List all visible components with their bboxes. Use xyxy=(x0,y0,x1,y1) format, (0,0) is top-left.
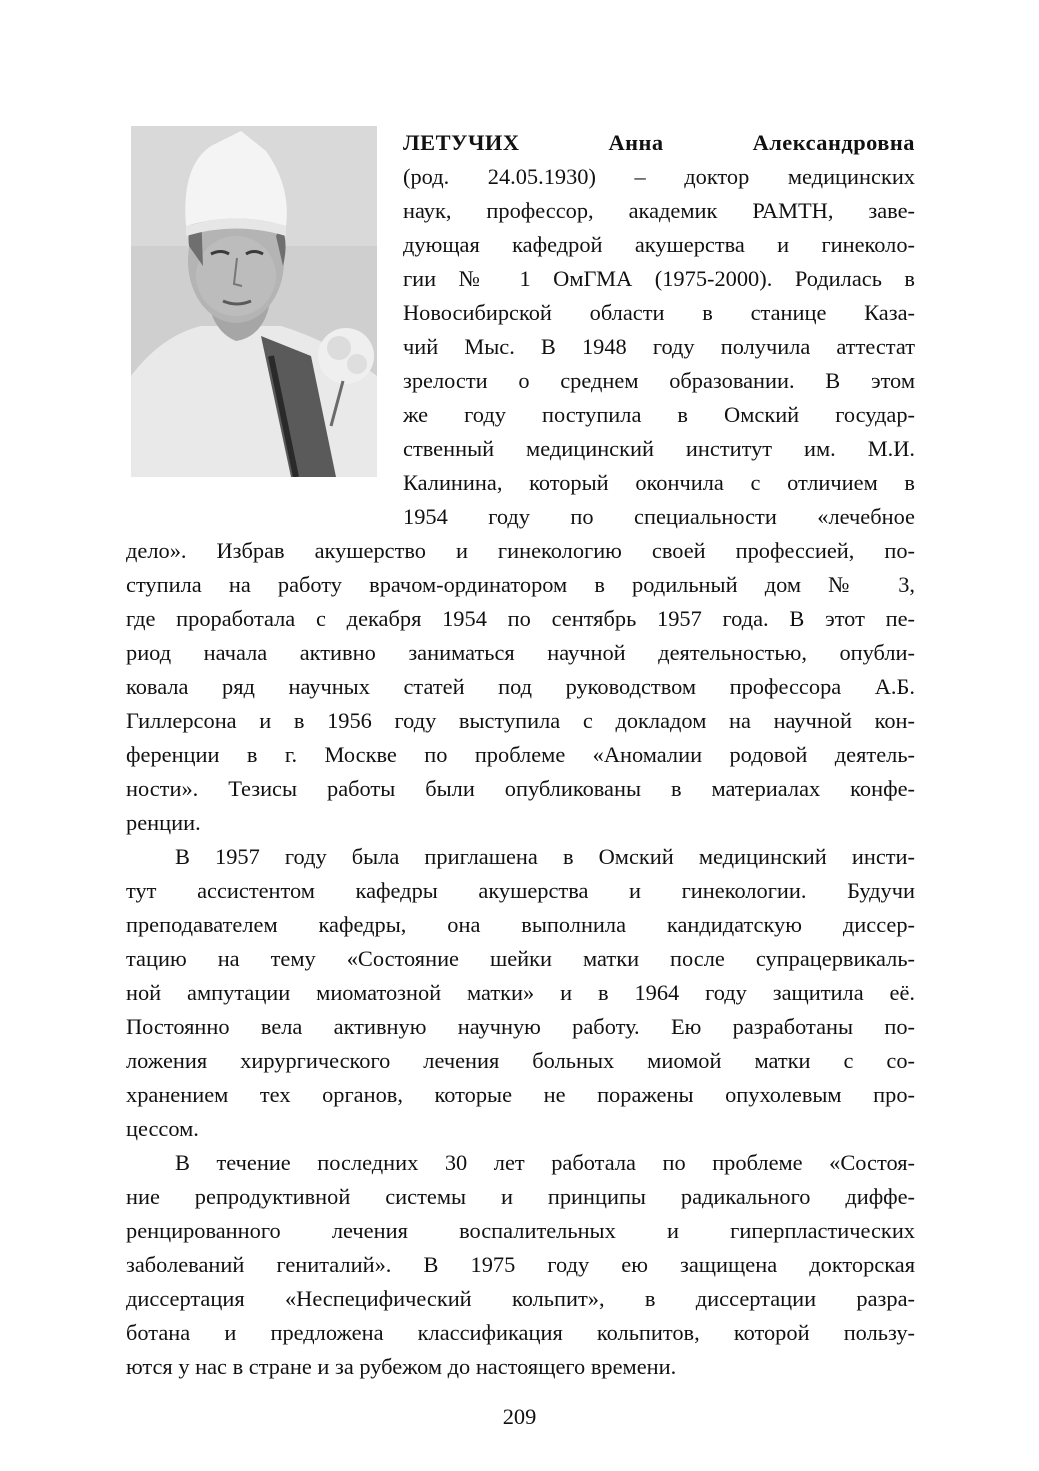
text-line: диссертация «Неспецифический кольпит», в диссертации разра- xyxy=(126,1286,915,1311)
text-line: Калинина, который окончила с отличием в xyxy=(403,470,915,495)
person-surname: ЛЕТУЧИХ xyxy=(403,130,520,155)
person-first-name: Анна xyxy=(608,130,664,155)
text-line: заболеваний гениталий». В 1975 году ею защищена докторская xyxy=(126,1252,915,1277)
text-line: В течение последних 30 лет работала по проблеме «Состоя- xyxy=(175,1150,915,1175)
text-line: Гиллерсона и в 1956 году выступила с докладом на научной кон- xyxy=(126,708,915,733)
text-line: ренцированного лечения воспалительных и гиперпластических xyxy=(126,1218,915,1243)
text-line: (род. 24.05.1930) – доктор медицинских xyxy=(403,164,915,189)
text-line: наук, профессор, академик РАМТН, заве- xyxy=(403,198,915,223)
person-patronymic: Александровна xyxy=(752,130,915,155)
text-line: ренции. xyxy=(126,810,201,835)
text-line: дело». Избрав акушерство и гинекологию своей профессией, по- xyxy=(126,538,915,563)
text-line: тацию на тему «Состояние шейки матки после супрацервикаль- xyxy=(126,946,915,971)
text-line: В 1957 году была приглашена в Омский медицинский инсти- xyxy=(175,844,915,869)
text-line: ние репродуктивной системы и принципы радикального диффе- xyxy=(126,1184,915,1209)
text-line: зрелости о среднем образовании. В этом xyxy=(403,368,915,393)
text-line: чий Мыс. В 1948 году получила аттестат xyxy=(403,334,915,359)
text-line: риод начала активно заниматься научной деятельностью, опубли- xyxy=(126,640,915,665)
text-line: ности». Тезисы работы были опубликованы в материалах конфе- xyxy=(126,776,915,801)
text-line: ференции в г. Москве по проблеме «Аномалии родовой деятель- xyxy=(126,742,915,767)
text-line: ложения хирургического лечения больных миомой матки с со- xyxy=(126,1048,915,1073)
text-line: Новосибирской области в станице Каза- xyxy=(403,300,915,325)
text-line: преподавателем кафедры, она выполнила кандидатскую диссер- xyxy=(126,912,915,937)
text-line: ственный медицинский институт им. М.И. xyxy=(403,436,915,461)
text-line: хранением тех органов, которые не поражены опухолевым про- xyxy=(126,1082,915,1107)
text-line: ковала ряд научных статей под руководством профессора А.Б. xyxy=(126,674,915,699)
entry-heading xyxy=(403,126,915,160)
text-line: ступила на работу врачом-ординатором в родильный дом № 3, xyxy=(126,572,915,597)
text-line: тут ассистентом кафедры акушерства и гинекологии. Будучи xyxy=(126,878,915,903)
text-line: цессом. xyxy=(126,1116,199,1141)
page-number: 209 xyxy=(502,1404,537,1429)
text-line: Постоянно вела активную научную работу. Ею разработаны по- xyxy=(126,1014,915,1039)
text-line: 1954 году по специальности «лечебное xyxy=(403,504,915,529)
text-line: где проработала с декабря 1954 по сентябрь 1957 года. В этот пе- xyxy=(126,606,915,631)
text-line: ной ампутации миоматозной матки» и в 1964 году защитила её. xyxy=(126,980,915,1005)
text-line: же году поступила в Омский государ- xyxy=(403,402,915,427)
text-line: ются у нас в стране и за рубежом до настоящего времени. xyxy=(126,1354,677,1379)
text-line: ботана и предложена классификация кольпитов, которой пользу- xyxy=(126,1320,915,1345)
text-line: дующая кафедрой акушерства и гинеколо- xyxy=(403,232,915,257)
text-line: гии № 1 ОмГМА (1975-2000). Родилась в xyxy=(403,266,915,291)
